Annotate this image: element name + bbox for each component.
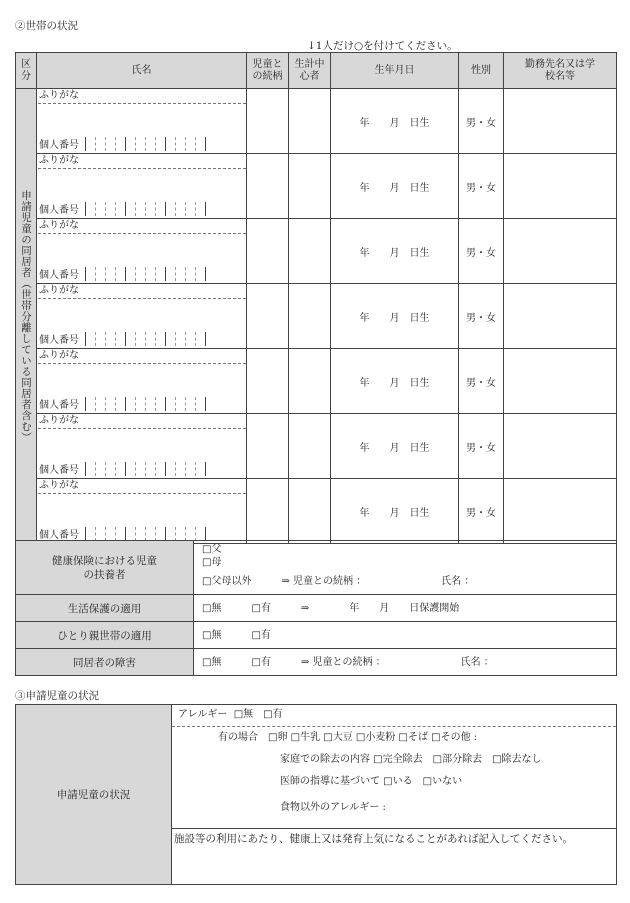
relation-cell[interactable]: [247, 414, 289, 479]
digit-box[interactable]: [145, 202, 155, 216]
name-cell[interactable]: [37, 284, 247, 349]
breadwinner-cell[interactable]: [289, 154, 331, 219]
header-relation: 児童との続柄: [247, 53, 289, 89]
digit-box[interactable]: [135, 462, 145, 476]
header-workplace: 勤務先名又は学校名等: [504, 53, 617, 89]
digit-box[interactable]: [135, 397, 145, 411]
name-cell[interactable]: [37, 349, 247, 414]
digit-box[interactable]: [145, 332, 155, 346]
sex-cell[interactable]: 男・女: [459, 89, 504, 154]
allergy-types[interactable]: 有の場合 □卵 □牛乳 □大豆 □小麦粉 □そば □その他 :: [218, 732, 478, 743]
digit-box[interactable]: [165, 462, 175, 476]
digit-box[interactable]: [185, 397, 195, 411]
non-food-allergy[interactable]: 食物以外のアレルギー :: [280, 802, 386, 813]
furigana-label: ふりがな: [39, 415, 79, 426]
section2-note: ↓1人だけ○を付けてください。: [307, 40, 458, 52]
furigana-label: ふりがな: [39, 350, 79, 361]
relation-cell[interactable]: [247, 89, 289, 154]
digit-box[interactable]: [165, 267, 175, 281]
digit-box[interactable]: [165, 202, 175, 216]
personal-number-label: 個人番号: [39, 400, 79, 411]
digit-box-end: [205, 202, 206, 216]
digit-box[interactable]: [185, 527, 195, 541]
personal-number-label: 個人番号: [39, 530, 79, 541]
disability-options[interactable]: □無 □有 ⇒ 児童との続柄 ： 氏名 ：: [194, 649, 617, 676]
digit-box[interactable]: [195, 202, 205, 216]
furigana-field[interactable]: [38, 479, 246, 494]
home-removal[interactable]: 家庭での除去の内容 □完全除去 □部分除去 □除去なし: [280, 754, 542, 765]
digit-box-end: [205, 397, 206, 411]
digit-box-end: [205, 527, 206, 541]
digit-box[interactable]: [125, 332, 135, 346]
digit-box[interactable]: [115, 527, 125, 541]
name-cell[interactable]: [37, 89, 247, 154]
furigana-field[interactable]: [38, 284, 246, 299]
digit-box[interactable]: [115, 137, 125, 151]
sex-cell[interactable]: 男・女: [459, 219, 504, 284]
name-cell[interactable]: [37, 414, 247, 479]
name-cell[interactable]: [37, 479, 247, 544]
digit-box[interactable]: [145, 397, 155, 411]
relation-cell[interactable]: [247, 284, 289, 349]
digit-box[interactable]: [155, 332, 165, 346]
digit-box[interactable]: [125, 462, 135, 476]
digit-box[interactable]: [155, 397, 165, 411]
header-breadwinner: 生計中心者: [289, 53, 331, 89]
digit-box[interactable]: [125, 202, 135, 216]
allergy-checkbox[interactable]: アレルギー □無 □有: [172, 705, 616, 727]
personal-number-boxes[interactable]: [85, 267, 206, 281]
digit-box[interactable]: [185, 202, 195, 216]
digit-box[interactable]: [155, 527, 165, 541]
insurance-father-checkbox[interactable]: □父: [202, 544, 222, 555]
dob-cell[interactable]: 年 月 日生: [331, 219, 459, 284]
digit-box[interactable]: [175, 332, 185, 346]
digit-box[interactable]: [165, 332, 175, 346]
personal-number-boxes[interactable]: [85, 462, 206, 476]
personal-number: [39, 201, 206, 216]
digit-box[interactable]: [85, 397, 95, 411]
health-note: 施設等の利用にあたり、健康上又は発育上気になることがあれば記入してください。: [174, 833, 573, 845]
furigana-field[interactable]: [38, 89, 246, 104]
digit-box[interactable]: [95, 202, 105, 216]
member-row: [16, 154, 617, 219]
furigana-label: ふりがな: [39, 285, 79, 296]
digit-box-end: [205, 267, 206, 281]
digit-box[interactable]: [95, 267, 105, 281]
dob-cell[interactable]: 年 月 日生: [331, 414, 459, 479]
header-sex: 性別: [459, 53, 504, 89]
digit-box[interactable]: [145, 527, 155, 541]
personal-number-label: 個人番号: [39, 140, 79, 151]
furigana-label: ふりがな: [39, 155, 79, 166]
name-cell[interactable]: [37, 154, 247, 219]
single-parent-label: ひとり親世帯の適用: [16, 622, 194, 649]
digit-box[interactable]: [195, 332, 205, 346]
digit-box[interactable]: [85, 137, 95, 151]
digit-box[interactable]: [185, 267, 195, 281]
digit-box[interactable]: [105, 202, 115, 216]
furigana-label: ふりがな: [39, 220, 79, 231]
digit-box[interactable]: [95, 462, 105, 476]
allergy-cell: [172, 705, 617, 829]
digit-box[interactable]: [135, 527, 145, 541]
dob-cell[interactable]: 年 月 日生: [331, 89, 459, 154]
header-name: 氏名: [37, 53, 247, 89]
breadwinner-cell[interactable]: [289, 284, 331, 349]
digit-box[interactable]: [125, 397, 135, 411]
breadwinner-cell[interactable]: [289, 414, 331, 479]
sex-cell[interactable]: 男・女: [459, 479, 504, 544]
furigana-field[interactable]: [38, 414, 246, 429]
disability-label: 同居者の障害: [16, 649, 194, 676]
digit-box[interactable]: [115, 332, 125, 346]
health-note-cell[interactable]: [172, 829, 617, 885]
digit-box[interactable]: [175, 267, 185, 281]
member-row: [16, 219, 617, 284]
sex-cell[interactable]: 男・女: [459, 284, 504, 349]
digit-box[interactable]: [95, 397, 105, 411]
dob-cell[interactable]: 年 月 日生: [331, 284, 459, 349]
digit-box[interactable]: [175, 462, 185, 476]
breadwinner-cell[interactable]: [289, 89, 331, 154]
digit-box[interactable]: [95, 527, 105, 541]
digit-box[interactable]: [145, 462, 155, 476]
digit-box[interactable]: [145, 137, 155, 151]
workplace-cell[interactable]: [504, 219, 617, 284]
digit-box[interactable]: [135, 137, 145, 151]
insurance-mother-checkbox[interactable]: □母: [202, 557, 222, 568]
digit-box[interactable]: [165, 137, 175, 151]
digit-box[interactable]: [155, 462, 165, 476]
furigana-label: ふりがな: [39, 480, 79, 491]
relation-cell[interactable]: [247, 479, 289, 544]
member-row: [16, 89, 617, 154]
child-status-table: [15, 704, 617, 885]
personal-number: [39, 331, 206, 346]
name-cell[interactable]: [37, 219, 247, 284]
workplace-cell[interactable]: [504, 284, 617, 349]
digit-box[interactable]: [105, 397, 115, 411]
digit-box[interactable]: [125, 527, 135, 541]
workplace-cell[interactable]: [504, 479, 617, 544]
digit-box-end: [205, 462, 206, 476]
personal-number-label: 個人番号: [39, 465, 79, 476]
section3-title: ③申請児童の状況: [15, 690, 99, 702]
digit-box[interactable]: [135, 267, 145, 281]
personal-number-label: 個人番号: [39, 270, 79, 281]
personal-number: [39, 266, 206, 281]
dob-cell[interactable]: 年 月 日生: [331, 349, 459, 414]
breadwinner-cell[interactable]: [289, 219, 331, 284]
digit-box[interactable]: [185, 137, 195, 151]
personal-number-boxes[interactable]: [85, 527, 206, 541]
single-parent-options[interactable]: □無 □有: [194, 622, 617, 649]
furigana-field[interactable]: [38, 219, 246, 234]
doctor-guidance[interactable]: 医師の指導に基づいて □いる □いない: [280, 776, 463, 787]
workplace-cell[interactable]: [504, 89, 617, 154]
digit-box[interactable]: [85, 202, 95, 216]
member-row: [16, 349, 617, 414]
digit-box[interactable]: [195, 462, 205, 476]
relation-cell[interactable]: [247, 219, 289, 284]
digit-box[interactable]: [185, 462, 195, 476]
sex-cell[interactable]: 男・女: [459, 349, 504, 414]
digit-box[interactable]: [135, 202, 145, 216]
digit-box[interactable]: [125, 137, 135, 151]
insurance-options: [194, 541, 617, 595]
digit-box[interactable]: [195, 397, 205, 411]
sex-cell[interactable]: 男・女: [459, 154, 504, 219]
digit-box-end: [205, 332, 206, 346]
insurance-label: 健康保険における児童の扶養者: [16, 541, 194, 595]
breadwinner-cell[interactable]: [289, 479, 331, 544]
digit-box[interactable]: [95, 332, 105, 346]
breadwinner-cell[interactable]: [289, 349, 331, 414]
digit-box[interactable]: [145, 267, 155, 281]
digit-box[interactable]: [105, 462, 115, 476]
table-header: [16, 53, 617, 89]
personal-number-label: 個人番号: [39, 205, 79, 216]
dob-cell[interactable]: 年 月 日生: [331, 479, 459, 544]
digit-box[interactable]: [95, 137, 105, 151]
digit-box[interactable]: [105, 527, 115, 541]
digit-box[interactable]: [125, 267, 135, 281]
digit-box[interactable]: [115, 462, 125, 476]
digit-box[interactable]: [105, 267, 115, 281]
personal-number-label: 個人番号: [39, 335, 79, 346]
section2-title: ②世帯の状況: [15, 20, 78, 32]
digit-box[interactable]: [175, 202, 185, 216]
personal-number-boxes[interactable]: [85, 397, 206, 411]
member-row: [16, 284, 617, 349]
digit-box[interactable]: [155, 267, 165, 281]
personal-number: [39, 396, 206, 411]
digit-box[interactable]: [115, 202, 125, 216]
digit-box[interactable]: [85, 267, 95, 281]
relation-cell[interactable]: [247, 349, 289, 414]
member-row: [16, 479, 617, 544]
personal-number-boxes[interactable]: [85, 137, 206, 151]
digit-box-end: [205, 137, 206, 151]
header-dob: 生年月日: [331, 53, 459, 89]
sex-cell[interactable]: 男・女: [459, 414, 504, 479]
side-label-cell: [16, 89, 37, 544]
household-extra-table: [15, 540, 617, 676]
digit-box[interactable]: [195, 137, 205, 151]
digit-box[interactable]: [155, 202, 165, 216]
header-kubun: 区分: [16, 53, 37, 89]
personal-number: [39, 526, 206, 541]
digit-box[interactable]: [85, 527, 95, 541]
digit-box[interactable]: [195, 267, 205, 281]
side-label: 申請児童の同居者（世帯分離している同居者含む）: [20, 189, 32, 443]
digit-box[interactable]: [175, 397, 185, 411]
member-row: [16, 414, 617, 479]
digit-box[interactable]: [85, 332, 95, 346]
digit-box[interactable]: [115, 267, 125, 281]
digit-box[interactable]: [105, 332, 115, 346]
personal-number-boxes[interactable]: [85, 202, 206, 216]
furigana-label: ふりがな: [39, 90, 79, 101]
furigana-field[interactable]: [38, 349, 246, 364]
dob-cell[interactable]: 年 月 日生: [331, 154, 459, 219]
insurance-other-checkbox[interactable]: □父母以外 ⇒ 児童との続柄 ： 氏名 ：: [202, 576, 475, 587]
digit-box[interactable]: [105, 137, 115, 151]
digit-box[interactable]: [185, 332, 195, 346]
household-table: [15, 52, 617, 544]
workplace-cell[interactable]: [504, 349, 617, 414]
workplace-cell[interactable]: [504, 414, 617, 479]
personal-number: [39, 461, 206, 476]
digit-box[interactable]: [195, 527, 205, 541]
relation-cell[interactable]: [247, 154, 289, 219]
digit-box[interactable]: [135, 332, 145, 346]
welfare-options[interactable]: □無 □有 ⇒ 年 月 日保護開始: [194, 595, 617, 622]
digit-box[interactable]: [165, 397, 175, 411]
furigana-field[interactable]: [38, 154, 246, 169]
digit-box[interactable]: [85, 462, 95, 476]
digit-box[interactable]: [115, 397, 125, 411]
welfare-label: 生活保護の適用: [16, 595, 194, 622]
personal-number-boxes[interactable]: [85, 332, 206, 346]
child-status-label: 申請児童の状況: [16, 705, 172, 885]
digit-box[interactable]: [155, 137, 165, 151]
digit-box[interactable]: [175, 137, 185, 151]
workplace-cell[interactable]: [504, 154, 617, 219]
digit-box[interactable]: [165, 527, 175, 541]
personal-number: [39, 136, 206, 151]
digit-box[interactable]: [175, 527, 185, 541]
